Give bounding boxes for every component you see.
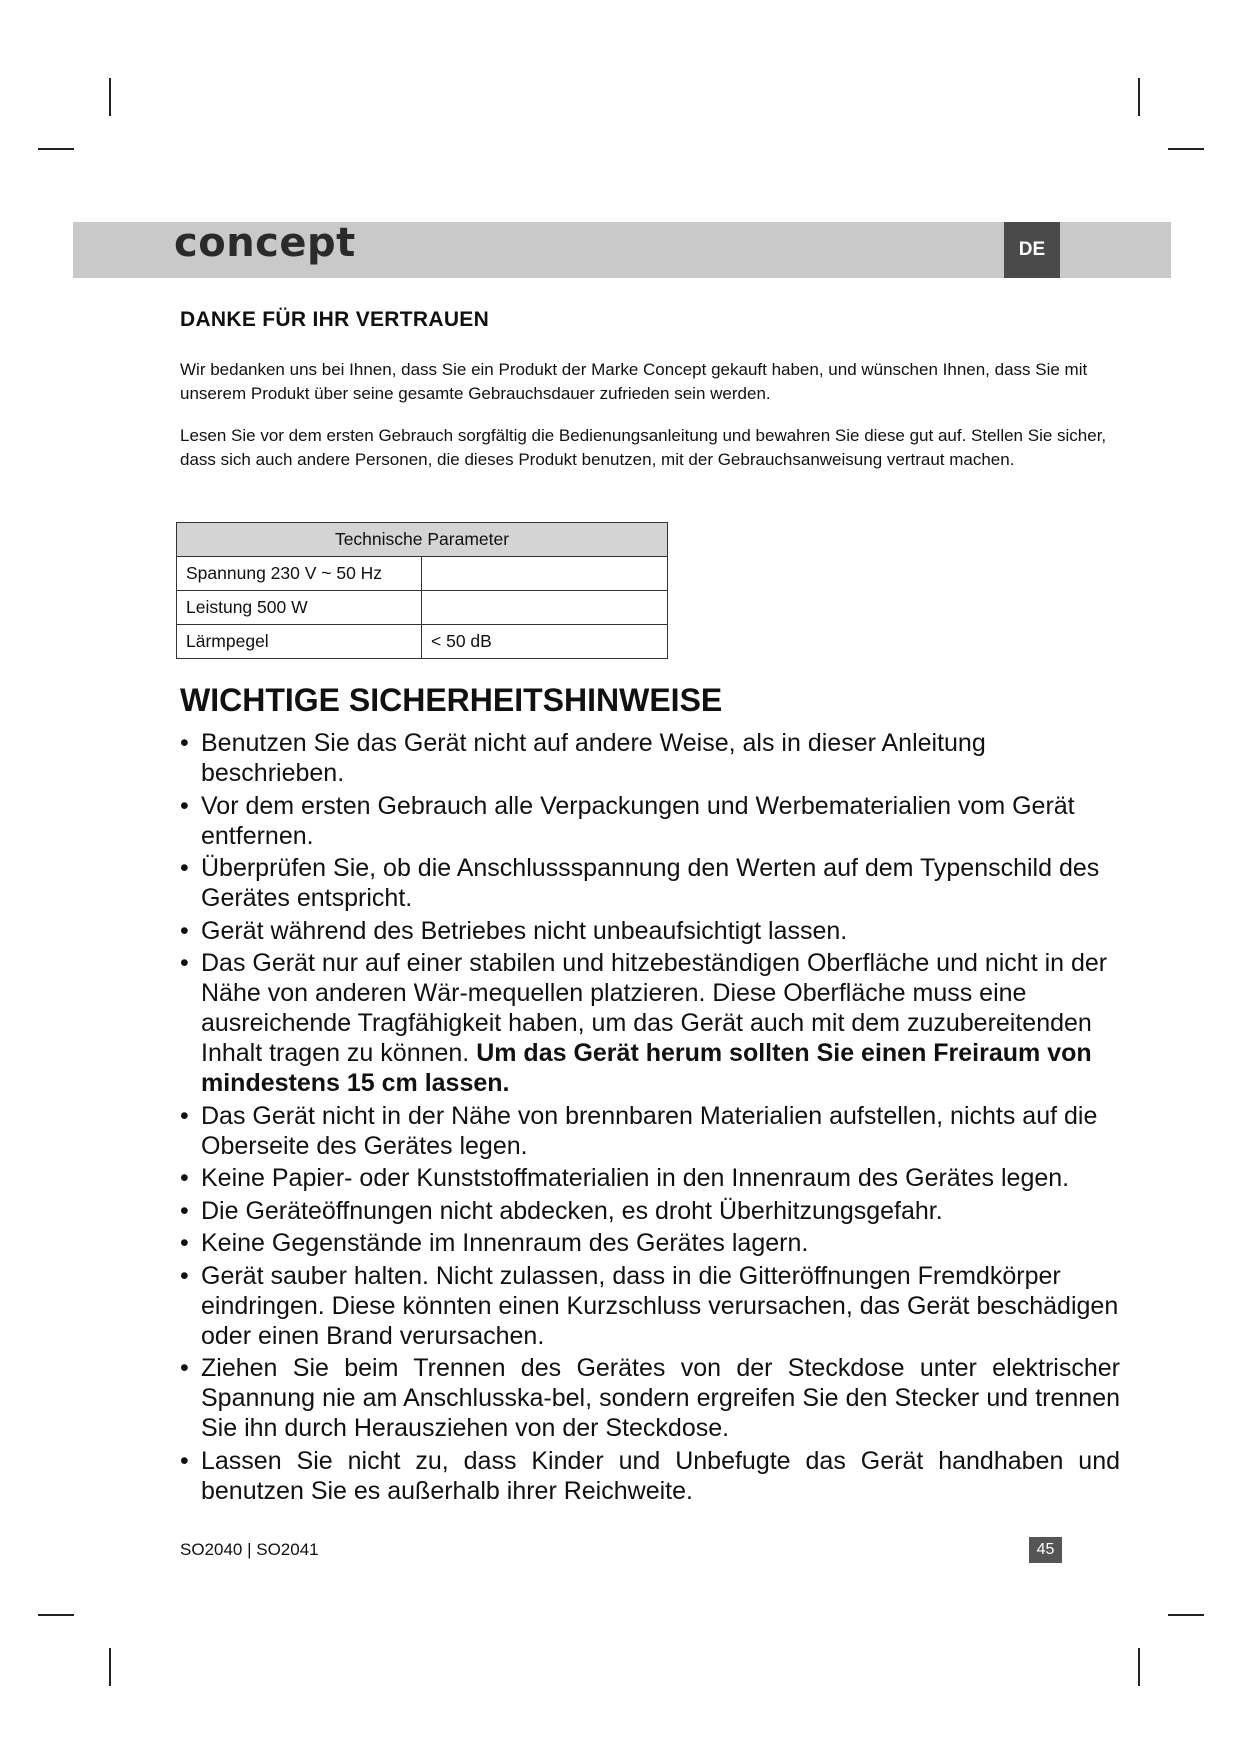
table-header-row — [177, 523, 668, 557]
safety-heading: WICHTIGE SICHERHEITSHINWEISE — [180, 682, 723, 718]
list-item — [180, 1228, 1120, 1258]
bullet: • — [180, 1164, 189, 1192]
bullet: • — [180, 1354, 189, 1382]
list-item-text: Keine Papier- oder Kunststoffmaterialien in den Innenraum des Gerätes legen. — [201, 1164, 1070, 1192]
list-item — [180, 1101, 1120, 1161]
list-item-text: Ziehen Sie beim Trennen des Gerätes von der Steckdose unter elektrischer Spannung nie am Anschlusska-bel, sondern ergreifen Sie den Stecker und trennen Sie ihn durch Herausziehen von der Steckdose. — [201, 1354, 1120, 1442]
list-item-text: Keine Gegenstände im Innenraum des Gerätes lagern. — [201, 1229, 809, 1257]
list-item-text: Überprüfen Sie, ob die Anschlussspannung den Werten auf dem Typenschild des Gerätes entspricht. — [201, 854, 1100, 912]
bullet: • — [180, 1446, 189, 1475]
table-cell-value — [422, 591, 668, 625]
list-item-text: Die Geräteöffnungen nicht abdecken, es droht Überhitzungsgefahr. — [201, 1196, 943, 1225]
list-item — [180, 1353, 1120, 1443]
list-item — [180, 1196, 1120, 1226]
bullet: • — [180, 949, 189, 977]
table-row — [177, 557, 668, 591]
bullet: • — [180, 916, 189, 945]
crop-mark — [109, 1648, 111, 1686]
bullet: • — [180, 1101, 189, 1130]
tech-parameters-table — [176, 522, 668, 659]
bullet: • — [180, 729, 189, 757]
footer-model-numbers: SO2040 | SO2041 — [180, 1540, 319, 1559]
list-item-text: Benutzen Sie das Gerät nicht auf andere Weise, als in dieser Anleitung beschrieben. — [201, 729, 986, 787]
list-item-text: Lassen Sie nicht zu, dass Kinder und Unbefugte das Gerät handhaben und benutzen Sie es außerhalb ihrer Reichweite. — [201, 1446, 1120, 1505]
bullet: • — [180, 1196, 189, 1225]
table-cell-param: Leistung 500 W — [177, 591, 422, 625]
list-item — [180, 853, 1120, 913]
crop-mark — [109, 78, 111, 116]
list-item — [180, 1261, 1120, 1351]
intro-heading: DANKE FÜR IHR VERTRAUEN — [180, 308, 490, 331]
list-item-text — [201, 948, 1120, 1098]
table-cell-param: Spannung 230 V ~ 50 Hz — [177, 557, 422, 591]
language-badge: DE — [1004, 222, 1060, 278]
bullet: • — [180, 1261, 189, 1290]
table-cell-value — [422, 557, 668, 591]
table-cell-param: Lärmpegel — [177, 625, 422, 659]
table-row — [177, 591, 668, 625]
brand-logo: concept — [174, 220, 356, 266]
crop-mark — [38, 148, 74, 150]
intro-paragraph: Wir bedanken uns bei Ihnen, dass Sie ein Produkt der Marke Concept gekauft haben, und wünschen Ihnen, dass Sie mit unserem Produkt über seine gesamte Gebrauchsdauer zufrieden sein werden. — [180, 360, 1088, 403]
bullet: • — [180, 854, 189, 882]
list-item-text: Das Gerät nicht in der Nähe von brennbaren Materialien aufstellen, nichts auf die Oberseite des Gerätes legen. — [201, 1101, 1098, 1160]
list-item — [180, 791, 1120, 851]
list-item-text: Gerät sauber halten. Nicht zulassen, dass in die Gitteröffnungen Fremdkörper eindringen. Diese könnten einen Kurzschluss verursachen, das Gerät beschädigen oder einen Brand verursachen. — [201, 1261, 1119, 1350]
table-row — [177, 625, 668, 659]
crop-mark — [1168, 1614, 1204, 1616]
list-item — [180, 1446, 1120, 1506]
bullet: • — [180, 1229, 189, 1257]
bullet: • — [180, 791, 189, 820]
safety-list — [180, 728, 1120, 1508]
page-number: 45 — [1029, 1537, 1062, 1563]
list-item — [180, 728, 1120, 788]
list-item-text: Vor dem ersten Gebrauch alle Verpackungen und Werbematerialien vom Gerät entfernen. — [201, 791, 1075, 850]
list-item — [180, 916, 1120, 946]
crop-mark — [1138, 1648, 1140, 1686]
list-item — [180, 1163, 1120, 1193]
crop-mark — [1168, 148, 1204, 150]
table-cell-value: < 50 dB — [422, 625, 668, 659]
crop-mark — [38, 1614, 74, 1616]
table-title: Technische Parameter — [177, 523, 668, 557]
intro-paragraph: Lesen Sie vor dem ersten Gebrauch sorgfältig die Bedienungsanleitung und bewahren Sie diese gut auf. Stellen Sie sicher, dass sich auch andere Personen, die dieses Produkt benutzen, mit der Gebrauchsanweisung vertraut machen. — [180, 426, 1107, 469]
list-item — [180, 948, 1120, 1098]
list-item-text: Gerät während des Betriebes nicht unbeaufsichtigt lassen. — [201, 916, 848, 945]
list-item-text-bold: Um das Gerät herum sollten Sie einen Freiraum von mindestens 15 cm lassen. — [201, 1039, 1092, 1097]
crop-mark — [1138, 78, 1140, 116]
list-item-text-regular: Das Gerät nur auf einer stabilen und hitzebeständigen Oberfläche und nicht in der Nähe von anderen Wär-mequellen platzieren. Diese Oberfläche muss eine ausreichende Tragfähigkeit haben, um das Gerät auch mit dem zuzubereitenden Inhalt tragen zu können. — [201, 949, 1108, 1067]
